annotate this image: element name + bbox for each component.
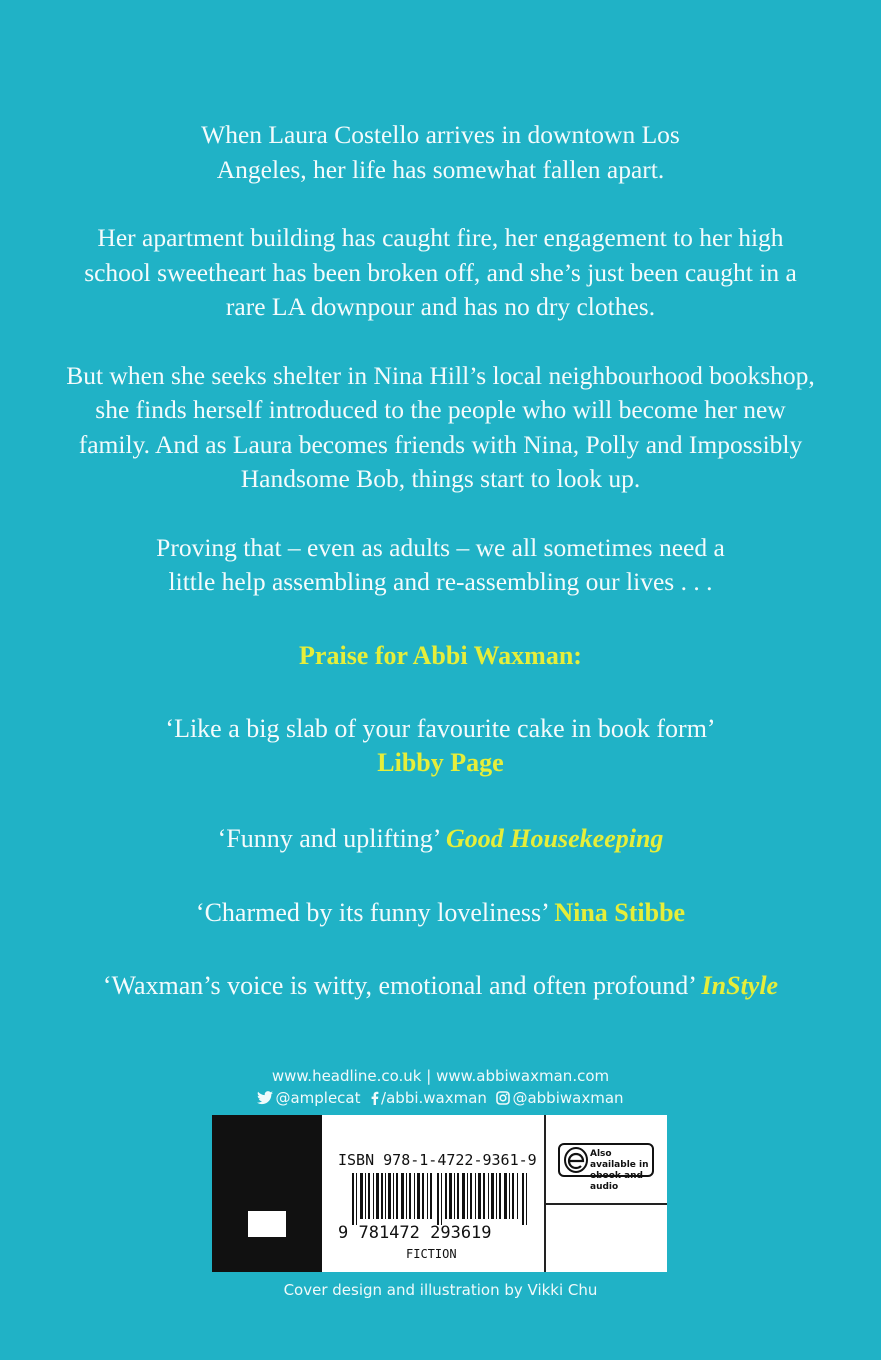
praise-quote: [0, 896, 881, 930]
instagram-icon: [496, 1091, 510, 1109]
facebook-handle[interactable]: /abbi.waxman: [381, 1089, 487, 1107]
social-links: [0, 1089, 881, 1109]
facebook-icon: [370, 1091, 379, 1109]
website-links[interactable]: www.headline.co.uk | www.abbiwaxman.com: [271, 1067, 610, 1085]
quote-text: ‘Charmed by its funny loveliness’: [195, 898, 548, 927]
praise-heading: Praise for Abbi Waxman:: [299, 641, 582, 670]
blurb-paragraph-2: Her apartment building has caught fire, her engagement to her high school sweetheart has been broken off, and she’s just been caught in a rare LA downpour and has no dry clothes.: [84, 223, 797, 321]
quote-source: Good Housekeeping: [446, 824, 664, 853]
blurb-paragraph-3: But when she seeks shelter in Nina Hill’s local neighbourhood bookshop, she finds herself introduced to the people who will become her new family. And as Laura becomes friends with Nina, Polly and Impossibly Handsome Bob, things start to look up.: [66, 360, 815, 493]
twitter-handle[interactable]: @amplecat: [275, 1089, 361, 1107]
ebook-badge: [558, 1143, 654, 1192]
quote-source: Libby Page: [377, 748, 504, 777]
quote-text: ‘Funny and uplifting’: [217, 824, 440, 853]
instagram-handle[interactable]: @abbiwaxman: [512, 1089, 624, 1107]
praise-quote: [0, 712, 881, 780]
quote-source: Nina Stibbe: [554, 898, 686, 927]
ebook-e-icon: [563, 1146, 589, 1178]
praise-quote: [0, 969, 881, 1003]
praise-quote: [0, 822, 881, 856]
blurb-paragraph-4: Proving that – even as adults – we all sometimes need a little help assembling and re-assembling our lives . . .: [156, 532, 725, 596]
barcode-digits: 9 781472 293619: [338, 1223, 492, 1243]
quote-text: ‘Like a big slab of your favourite cake in book form’: [165, 714, 716, 743]
category-label: FICTION: [406, 1247, 457, 1261]
twitter-icon: [257, 1091, 273, 1109]
blurb-paragraph-1: When Laura Costello arrives in downtown Los Angeles, her life has somewhat fallen apart.: [201, 120, 680, 184]
barcode-bars: [352, 1173, 528, 1225]
divider: [546, 1203, 667, 1205]
quote-source: InStyle: [701, 971, 779, 1000]
cover-credit: Cover design and illustration by Vikki Chu: [283, 1281, 598, 1299]
quote-text: ‘Waxman’s voice is witty, emotional and often profound’: [102, 971, 696, 1000]
blurb: [60, 118, 821, 634]
barcode-box: [212, 1115, 667, 1272]
isbn-text: ISBN 978-1-4722-9361-9: [338, 1151, 537, 1169]
barcode-area: [322, 1115, 544, 1272]
publisher-logo: [212, 1115, 322, 1272]
ebook-panel: [544, 1115, 667, 1272]
ebook-label: Also available in ebook and audio: [590, 1149, 649, 1192]
